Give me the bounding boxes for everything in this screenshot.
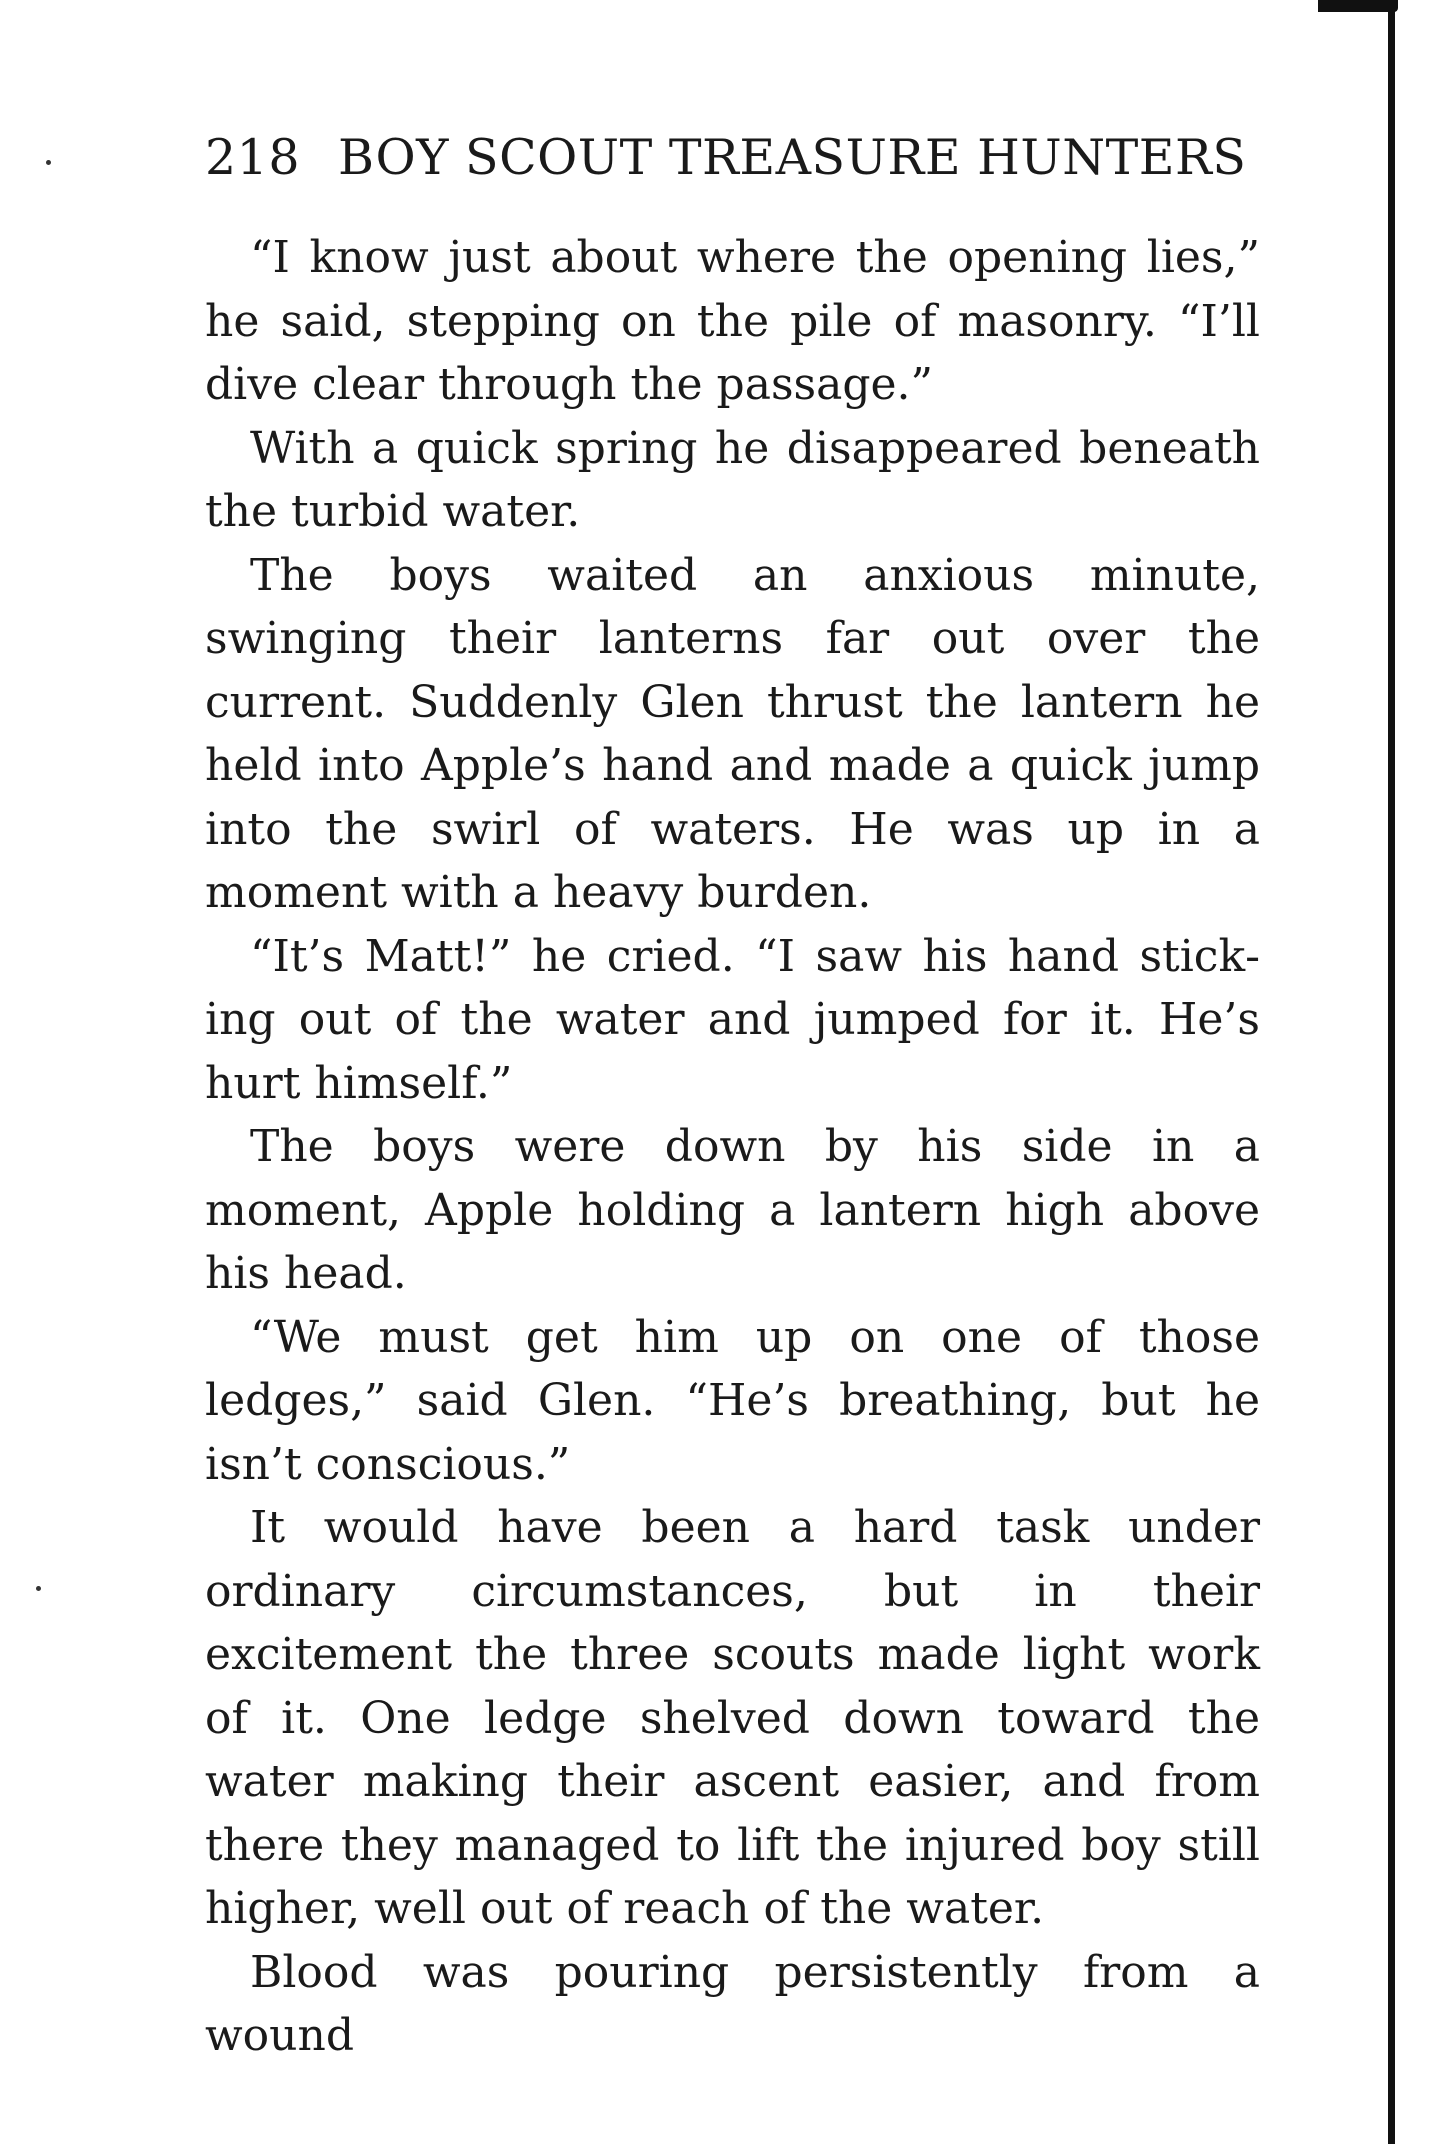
page-number: 218 — [205, 129, 301, 186]
paragraph: “I know just about where the opening lies,” he said, stepping on the pile of masonry. “I’ll dive clear through the passage.” — [205, 232, 1260, 410]
paragraph: The boys were down by his side in a moment, Apple holding a lantern high above his head. — [205, 1121, 1260, 1299]
paragraph: “We must get him up on one of those ledges,” said Glen. “He’s breathing, but he isn’t conscious.” — [205, 1311, 1260, 1490]
paragraph: It would have been a hard task under ordinary circumstances, but in their excitement the three scouts made light work of it. One ledge shelved down toward the water making their ascent easier, and from there they managed to lift the injured boy still higher, well out of reach of the water. — [205, 1502, 1260, 1934]
paragraph: Blood was pouring persistently from a wound — [205, 1946, 1260, 2061]
paragraph: With a quick spring he disappeared beneath the turbid water. — [205, 422, 1260, 537]
running-header — [205, 128, 1265, 188]
paragraph: “It’s Matt!” he cried. “I saw his hand sticking out of the water and jumped for it. He’s hurt himself.” — [205, 930, 1260, 1109]
ink-speck — [46, 160, 51, 165]
binding-edge-rule — [1388, 0, 1395, 2144]
body-text — [205, 226, 1260, 2068]
paragraph: The boys waited an anxious minute, swinging their lanterns far out over the current. Suddenly Glen thrust the lantern he held into Apple’s hand and made a quick jump into the swirl of waters. He was up in a moment with a heavy burden. — [205, 549, 1260, 918]
binding-edge-cap — [1318, 0, 1398, 12]
ink-speck — [36, 1586, 41, 1591]
running-title: BOY SCOUT TREASURE HUNTERS — [338, 129, 1247, 186]
